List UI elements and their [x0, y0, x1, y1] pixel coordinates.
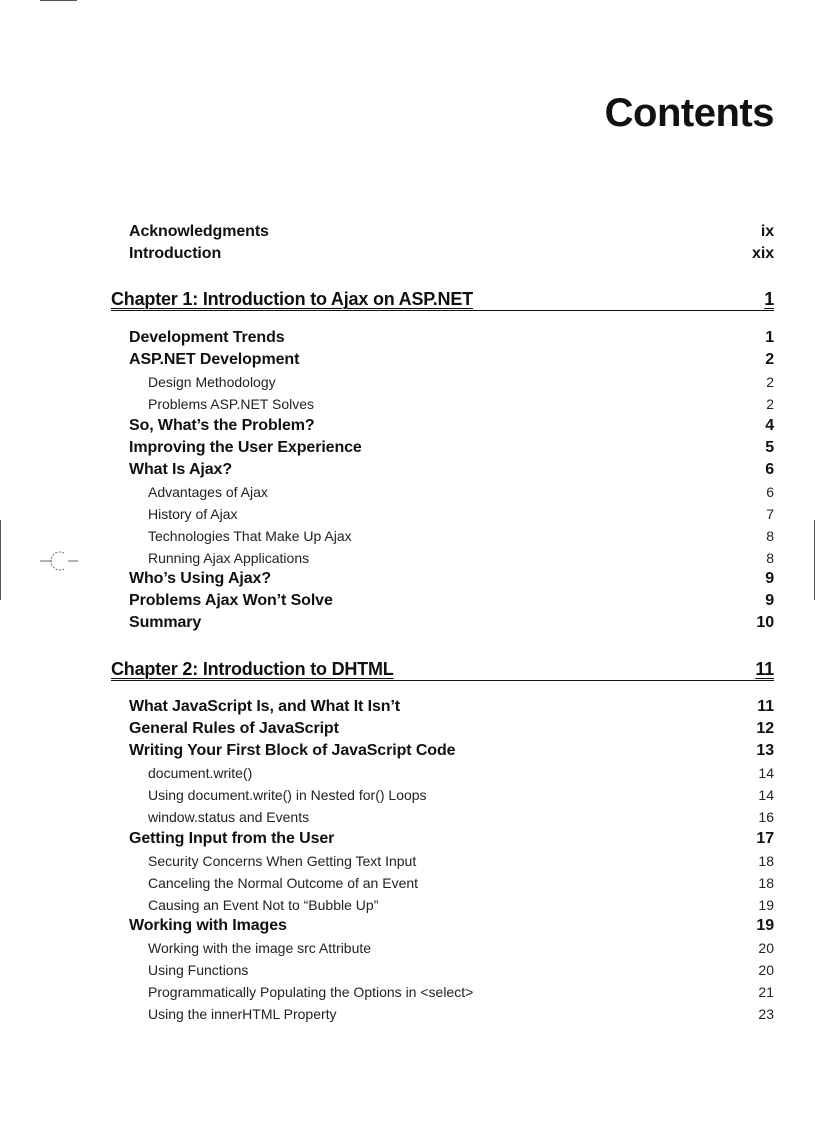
- chapter-divider: [111, 310, 774, 311]
- toc-entry-title: What JavaScript Is, and What It Isn’t: [129, 698, 401, 715]
- toc-subentry[interactable]: [148, 528, 774, 544]
- toc-entry-page: 20: [758, 940, 774, 956]
- toc-entry-title: document.write(): [148, 765, 253, 781]
- toc-entry-page: 6: [765, 461, 774, 478]
- page-title: Contents: [604, 91, 774, 135]
- toc-entry-page: 19: [756, 917, 774, 934]
- toc-entry-title: Using document.write() in Nested for() Loops: [148, 787, 427, 803]
- toc-entry-page: 1: [765, 329, 774, 346]
- toc-entry-title: Using the innerHTML Property: [148, 1006, 337, 1022]
- toc-entry-page: 20: [758, 962, 774, 978]
- toc-entry-title: ASP.NET Development: [129, 351, 300, 368]
- toc-subentry[interactable]: [148, 1006, 774, 1022]
- toc-subentry[interactable]: [148, 875, 774, 891]
- toc-subentry[interactable]: [148, 787, 774, 803]
- toc-subentry[interactable]: [148, 506, 774, 522]
- toc-entry-page: 9: [765, 592, 774, 609]
- toc-entry[interactable]: [129, 698, 774, 716]
- chapter-page: 11: [755, 659, 774, 679]
- toc-entry-page: 21: [758, 984, 774, 1000]
- toc-entry-title: Canceling the Normal Outcome of an Event: [148, 875, 419, 891]
- toc-subentry[interactable]: [148, 940, 774, 956]
- toc-entry-page: 11: [757, 698, 774, 715]
- toc-entry[interactable]: [129, 351, 774, 369]
- toc-entry-title: Summary: [129, 614, 202, 631]
- toc-entry-page: 7: [766, 506, 774, 522]
- toc-entry[interactable]: [129, 329, 774, 347]
- toc-entry-title: Acknowledgments: [129, 223, 269, 240]
- toc-entry-title: Problems Ajax Won’t Solve: [129, 592, 333, 609]
- toc-entry-page: 17: [756, 830, 774, 847]
- toc-entry-page: 9: [765, 570, 774, 587]
- toc-entry[interactable]: [129, 417, 774, 435]
- toc-subentry[interactable]: [148, 853, 774, 869]
- toc-chapter-2[interactable]: [111, 659, 774, 680]
- toc-entry-title: Advantages of Ajax: [148, 484, 268, 500]
- toc-subentry[interactable]: [148, 897, 774, 913]
- toc-entry-title: Working with Images: [129, 917, 287, 934]
- toc-entry-title: Problems ASP.NET Solves: [148, 396, 315, 412]
- toc-subentry[interactable]: [148, 765, 774, 781]
- toc-subentry[interactable]: [148, 396, 774, 412]
- toc-entry-page: 14: [758, 765, 774, 781]
- toc-entry-page: xix: [752, 245, 774, 262]
- toc-subentry[interactable]: [148, 484, 774, 500]
- toc-entry-title: Running Ajax Applications: [148, 550, 310, 566]
- toc-entry[interactable]: [129, 461, 774, 479]
- toc-chapter-1[interactable]: [111, 289, 774, 310]
- toc-entry-page: 8: [766, 550, 774, 566]
- toc-entry-page: 2: [766, 374, 774, 390]
- toc-entry-page: 6: [766, 484, 774, 500]
- toc-entry[interactable]: [129, 592, 774, 610]
- toc-entry[interactable]: [129, 830, 774, 848]
- toc-entry[interactable]: [129, 720, 774, 738]
- toc-entry-page: 2: [766, 396, 774, 412]
- toc-entry-page: 13: [756, 742, 774, 759]
- toc-subentry[interactable]: [148, 809, 774, 825]
- toc-entry-title: Causing an Event Not to “Bubble Up”: [148, 897, 379, 913]
- toc-entry-title: Improving the User Experience: [129, 439, 362, 456]
- chapter-title: Chapter 1: Introduction to Ajax on ASP.NET: [111, 289, 473, 309]
- toc-entry-title: Writing Your First Block of JavaScript Code: [129, 742, 456, 759]
- toc-entry-page: 10: [756, 614, 774, 631]
- toc-entry-title: Programmatically Populating the Options in <select>: [148, 984, 474, 1000]
- toc-subentry[interactable]: [148, 374, 774, 390]
- toc-entry-title: window.status and Events: [148, 809, 310, 825]
- toc-entry-page: 19: [758, 897, 774, 913]
- toc-entry-title: Working with the image src Attribute: [148, 940, 372, 956]
- toc-entry-page: 2: [765, 351, 774, 368]
- toc-entry[interactable]: [129, 614, 774, 632]
- toc-entry-page: ix: [760, 223, 774, 240]
- toc-subentry[interactable]: [148, 962, 774, 978]
- chapter-title: Chapter 2: Introduction to DHTML: [111, 659, 394, 679]
- toc-entry-introduction[interactable]: [129, 245, 774, 263]
- toc-entry-title: History of Ajax: [148, 506, 238, 522]
- toc-entry-page: 5: [765, 439, 774, 456]
- toc-entry-page: 18: [758, 853, 774, 869]
- toc-entry-title: Technologies That Make Up Ajax: [148, 528, 352, 544]
- toc-entry-page: 4: [765, 417, 774, 434]
- toc-entry-page: 16: [758, 809, 774, 825]
- toc-entry-page: 12: [756, 720, 774, 737]
- toc-entry-title: Using Functions: [148, 962, 249, 978]
- toc-entry-page: 8: [766, 528, 774, 544]
- toc-entry-page: 23: [758, 1006, 774, 1022]
- toc-entry-title: Security Concerns When Getting Text Input: [148, 853, 417, 869]
- toc-entry-title: General Rules of JavaScript: [129, 720, 339, 737]
- toc-entry-title: What Is Ajax?: [129, 461, 233, 478]
- chapter-page: 1: [764, 289, 774, 309]
- toc-entry-title: So, What’s the Problem?: [129, 417, 315, 434]
- toc-entry[interactable]: [129, 439, 774, 457]
- toc-entry-title: Development Trends: [129, 329, 285, 346]
- toc-entry[interactable]: [129, 742, 774, 760]
- toc-subentry[interactable]: [148, 984, 774, 1000]
- toc-entry[interactable]: [129, 570, 774, 588]
- toc-entry[interactable]: [129, 917, 774, 935]
- toc-entry-page: 14: [758, 787, 774, 803]
- chapter-divider: [111, 680, 774, 681]
- toc-entry-title: Design Methodology: [148, 374, 276, 390]
- toc-entry-title: Introduction: [129, 245, 222, 262]
- toc-entry-title: Who’s Using Ajax?: [129, 570, 272, 587]
- toc-entry-acknowledgments[interactable]: [129, 223, 774, 241]
- toc-entry-title: Getting Input from the User: [129, 830, 335, 847]
- toc-entry-page: 18: [758, 875, 774, 891]
- toc-subentry[interactable]: [148, 550, 774, 566]
